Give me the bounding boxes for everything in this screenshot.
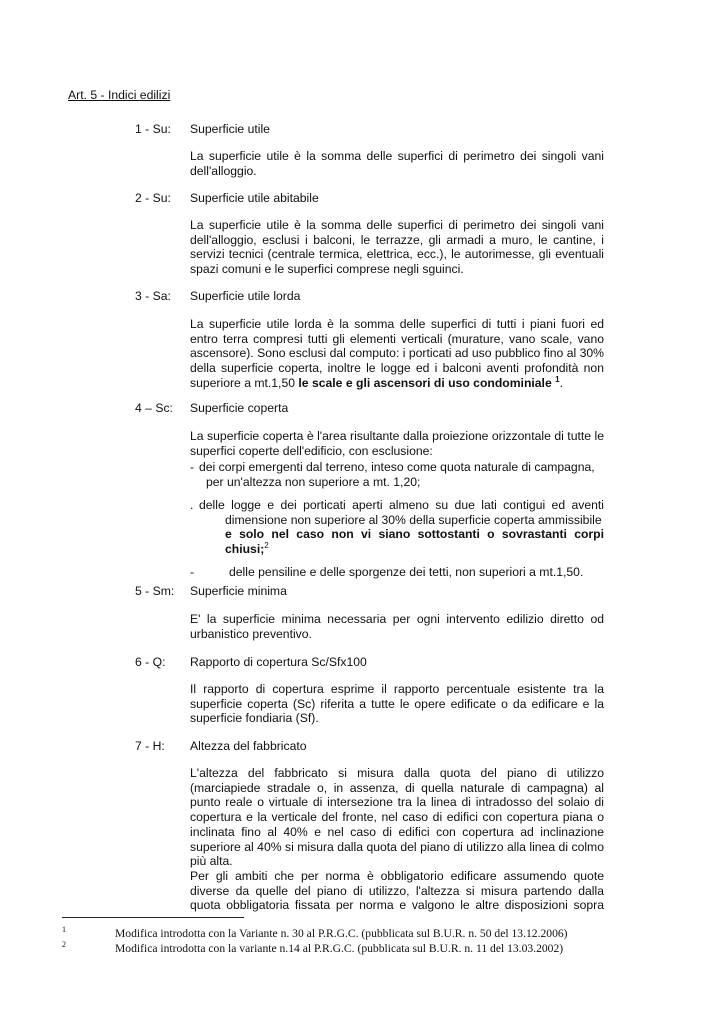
list-line-bold: chiusi; bbox=[225, 541, 265, 556]
item-text-bold: le scale e gli ascensori di uso condominiale bbox=[295, 375, 552, 390]
footnote-text: Modifica introdotta con la variante n.14 al P.R.G.C. (pubblicata sul B.U.R. n. 11 del 13.03.2002) bbox=[115, 942, 564, 955]
list-line: per un'altezza non superiore a mt. 1,20; bbox=[206, 475, 421, 490]
item-body bbox=[190, 682, 604, 726]
item-heading: Superficie utile bbox=[190, 122, 270, 136]
item-text-regular: La superficie utile lorda è la somma delle superfici di tutti i piani fuori ed entro terra compresi tutti gli elementi verticali (murature, vano scale, vano ascensore). Sono esclusi dal computo: i porticati ad uso pubblico fino al 30% della superficie coperta, inoltre le logge ed i balconi aventi profondità non superiore a mt.1,50 bbox=[190, 317, 604, 390]
item-text: E' la superficie minima necessaria per ogni intervento edilizio diretto od urbanistico preventivo. bbox=[190, 612, 604, 641]
exclusion-list bbox=[190, 460, 604, 579]
item-body bbox=[190, 612, 604, 641]
item-code: 4 – Sc: bbox=[135, 401, 173, 415]
item-heading: Superficie utile abitabile bbox=[190, 191, 319, 205]
footnote-text: Modifica introdotta con la Variante n. 30 al P.R.G.C. (pubblicata sul B.U.R. n. 50 del 13.12.2006) bbox=[115, 927, 568, 940]
list-item-cont bbox=[190, 513, 604, 528]
item-text-continued: Per gli ambiti che per norma è obbligatorio edificare assumendo quote diverse da quelle del piano di utilizzo, l'altezza si misura partendo dalla quota obbligatoria fissata per norma e valgono le altre disposizioni sopra bbox=[190, 868, 604, 913]
footnote-number: 1 bbox=[62, 925, 66, 934]
item-heading: Superficie minima bbox=[190, 584, 287, 598]
list-line: dei corpi emergenti dal terreno, inteso come quota naturale di campagna, bbox=[199, 460, 595, 475]
item-heading: Superficie utile lorda bbox=[190, 289, 301, 303]
item-text: L'altezza del fabbricato si misura dalla quota del piano di utilizzo (marciapiede stradale o, in assenza, di quella naturale di campagna) al punto reale o virtuale di intersezione tra la linea di intradosso del solaio di copertura e la verticale del fronte, nel caso di edifici con copertura piana o inclinata fino al 40% e nel caso di edifici con copertura ad inclinazione superiore al 40% si misura dalla quota del piano di utilizzo alla linea di colmo più alta. bbox=[190, 766, 604, 869]
item-text: La superficie coperta è l'area risultante dalla proiezione orizzontale di tutte le superfici coperte dell'edificio, con esclusione: bbox=[190, 429, 604, 458]
list-item bbox=[190, 498, 604, 513]
item-code: 2 - Su: bbox=[135, 191, 171, 205]
item-heading: Superficie coperta bbox=[190, 401, 289, 415]
list-line-bold: e solo nel caso non vi siano sottostanti o sovrastanti corpi bbox=[225, 527, 604, 542]
list-line: dimensione non superiore al 30% della superficie coperta ammissibile bbox=[225, 512, 602, 527]
item-code: 7 - H: bbox=[135, 739, 165, 753]
item-code: 6 - Q: bbox=[135, 655, 166, 669]
item-heading: Rapporto di copertura Sc/Sfx100 bbox=[190, 655, 367, 669]
item-body bbox=[190, 317, 604, 391]
list-item bbox=[190, 460, 604, 475]
footnote-number: 2 bbox=[62, 940, 66, 949]
item-text: La superficie utile è la somma delle superfici di perimetro dei singoli vani dell'alloggio. bbox=[190, 149, 604, 178]
list-bullet: - bbox=[190, 460, 195, 475]
item-text-end: . bbox=[559, 375, 563, 390]
item-code: 5 - Sm: bbox=[135, 584, 175, 598]
item-heading: Altezza del fabbricato bbox=[190, 739, 307, 753]
item-body bbox=[190, 766, 604, 913]
item-text: Il rapporto di copertura esprime il rapporto percentuale esistente tra la superficie coperta (Sc) riferita a tutte le opere edificate o da edificare e la superficie fondiaria (Sf). bbox=[190, 682, 604, 726]
article-title: Art. 5 - Indici edilizi bbox=[68, 88, 171, 102]
item-body bbox=[190, 429, 604, 579]
list-item bbox=[190, 565, 604, 580]
list-line: delle pensiline e delle sporgenze dei tetti, non superiori a mt.1,50. bbox=[229, 564, 584, 579]
footnote-divider bbox=[62, 917, 244, 918]
list-item-cont bbox=[190, 475, 604, 490]
item-code: 1 - Su: bbox=[135, 122, 171, 136]
item-code: 3 - Sa: bbox=[135, 289, 171, 303]
list-item-cont bbox=[190, 527, 604, 542]
item-body bbox=[190, 218, 604, 277]
footnote-ref[interactable]: 2 bbox=[264, 540, 269, 550]
footnote-ref[interactable]: 1 bbox=[555, 374, 560, 384]
item-body bbox=[190, 149, 604, 178]
list-bullet: . bbox=[190, 497, 194, 512]
list-line: delle logge e dei porticati aperti almeno su due lati contigui ed aventi bbox=[199, 497, 604, 512]
list-bullet: - bbox=[190, 564, 195, 579]
list-item-cont bbox=[190, 542, 604, 557]
item-text bbox=[190, 317, 604, 391]
item-text: La superficie utile è la somma delle superfici di perimetro dei singoli vani dell'alloggio, esclusi i balconi, le terrazze, gli armadi a muro, le cantine, i servizi tecnici (centrale termica, elettrica, ecc.), le autorimesse, gli eventuali spazi comuni e le superfici comprese negli sguinci. bbox=[190, 218, 604, 277]
